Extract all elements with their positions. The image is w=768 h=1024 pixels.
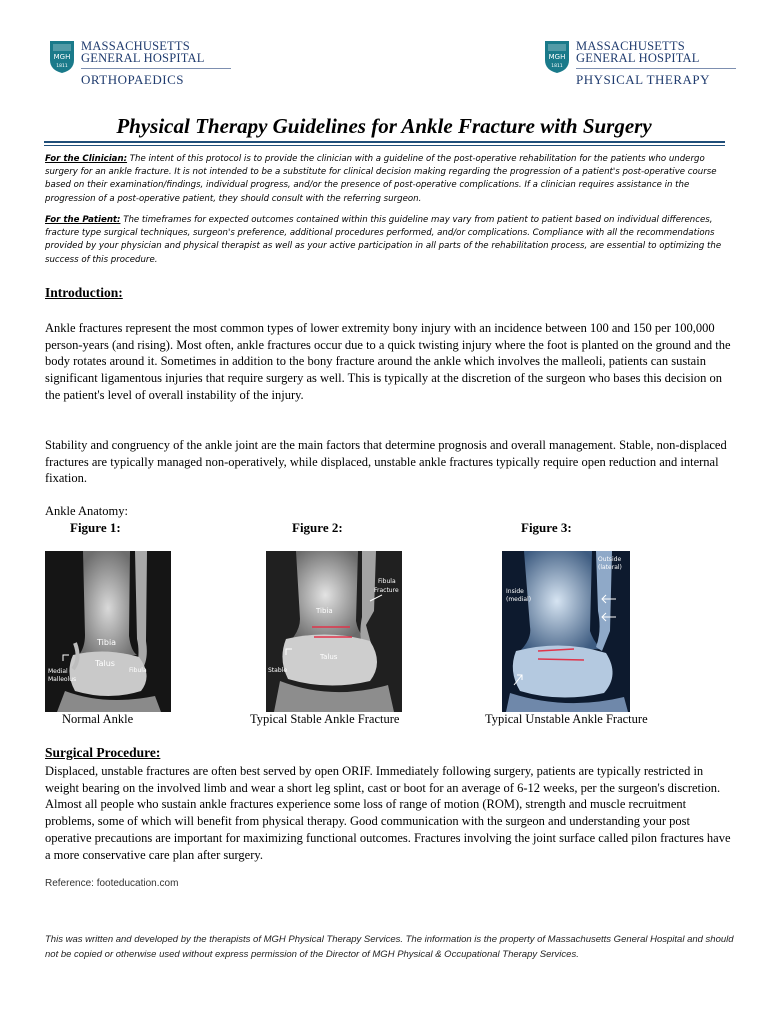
xray-normal-ankle-image [45, 551, 171, 712]
xray-tag-malleolus: Malleolus [48, 676, 77, 683]
xray-unstable-fracture-image [502, 551, 630, 712]
hospital-name-line1: MASSACHUSETTS [81, 39, 190, 53]
department-name: ORTHOPAEDICS [81, 72, 184, 87]
xray-tag-tibia: Tibia [97, 638, 117, 647]
shield-year: 1811 [551, 64, 563, 69]
mgh-shield-icon [544, 40, 570, 74]
title-rule [44, 141, 725, 143]
xray-tag-fibula: Fibula [129, 667, 147, 674]
xray-tag-stable: Stable [268, 667, 288, 674]
shield-text: MGH [548, 53, 566, 61]
patient-note [45, 214, 725, 267]
shield-year: 1811 [56, 64, 68, 69]
xray-tag-medial: (medial) [506, 596, 532, 603]
surgical-procedure-paragraph: Displaced, unstable fractures are often best served by open ORIF. Immediately following surgery, patients are typically restricted in weight bearing on the involved limb and wear a short leg splint, cast or boot for an average of 6-12 weeks, per the surgeon's discretion. Almost all people who sustain ankle fractures experience some loss of range of motion (ROM), strength and muscle recruitment problems, some of which will benefit from physical therapy. Good communication with the surgeon and understanding your post operative precautions are important for maximizing functional outcomes. Fractures involving the joint surface called pilon fractures have a more conservative care plan after surgery. [45, 764, 731, 862]
copyright-footer: This was written and developed by the therapists of MGH Physical Therapy Services. The information is the property of Massachusetts General Hospital and should not be copied or otherwise used without express permission of the Director of MGH Physical & Occupational Therapy Services. [45, 934, 734, 960]
figure-1-label: Figure 1: [70, 520, 121, 535]
hospital-name-line2: GENERAL HOSPITAL [81, 51, 205, 65]
figure-2-caption: Typical Stable Ankle Fracture [250, 712, 400, 726]
introduction-heading: Introduction: [45, 285, 123, 300]
xray-tag-fibula: Fibula [378, 578, 396, 585]
mgh-orthopaedics-logo [49, 40, 231, 88]
xray-tag-fracture: Fracture [374, 587, 399, 594]
patient-text: The timeframes for expected outcomes contained within this guideline may vary from patient to patient based on individual differences, fracture type surgical techniques, surgeon's preference, additional procedures performed, and/or complications. Compliance with all the recommendations provided by your physician and physical therapist as well as your active participation in all parts of the rehabilitation process, are essential to optimizing the success of this procedure. [45, 215, 722, 265]
shield-text: MGH [53, 53, 71, 61]
clinician-label: For the Clinician: [45, 154, 128, 164]
xray-tag-outside: Outside [598, 556, 622, 563]
xray-tag-talus: Talus [95, 659, 115, 668]
mgh-physical-therapy-logo [544, 40, 736, 88]
clinician-note [45, 153, 725, 206]
logo-divider [81, 68, 231, 69]
clinician-text: The intent of this protocol is to provide the clinician with a guideline of the post-operative rehabilitation for the patients who undergo surgery for an ankle fracture. It is not intended to be a substitute for clinical decision making regarding the progression of a patient's post-operative course based on their examination/findings, individual progress, and/or the presence of post-operative complications. If a clinician requires assistance in the progression of a post-operative patient, they should consult with the referring surgeon. [45, 154, 717, 204]
xray-tag-inside: Inside [506, 588, 524, 595]
xray-tag-talus: Talus [320, 653, 338, 661]
xray-tag-medial: Medial [48, 668, 68, 675]
document-title: Physical Therapy Guidelines for Ankle Fracture with Surgery [116, 114, 652, 138]
title-rule-thin [44, 145, 725, 146]
figure-3-caption: Typical Unstable Ankle Fracture [485, 712, 648, 726]
figure-1-caption: Normal Ankle [62, 712, 134, 726]
xray-tag-lateral: (lateral) [598, 564, 622, 571]
ankle-anatomy-label: Ankle Anatomy: [45, 504, 128, 518]
xray-tag-tibia: Tibia [316, 607, 333, 615]
mgh-shield-icon [49, 40, 75, 74]
hospital-name-line1: MASSACHUSETTS [576, 39, 685, 53]
figure-3-label: Figure 3: [521, 520, 572, 535]
introduction-paragraph-2: Stability and congruency of the ankle joint are the main factors that determine prognosis and overall management. Stable, non-displaced fractures are typically managed non-operatively, while displaced, unstable ankle fractures typically require open reduction and internal fixation. [45, 438, 727, 486]
patient-label: For the Patient: [45, 215, 121, 225]
surgical-procedure-heading: Surgical Procedure: [45, 745, 161, 760]
introduction-paragraph-1: Ankle fractures represent the most common types of lower extremity bony injury with an incidence between 100 and 150 per 100,000 person-years (and rising). Most often, ankle fractures occur due to a quick twisting injury where the foot is planted on the ground and the body rotates around it. Sometimes in addition to the bony fracture around the ankle which involves the malleoli, patients can sustain significant ligamentous injuries that require surgery as well. This is typically at the discretion of the surgeon who bases this decision on the patient's level of overall instability of the injury. [45, 321, 731, 402]
logo-divider [576, 68, 736, 69]
figure-2-label: Figure 2: [292, 520, 343, 535]
reference-note: Reference: footeducation.com [45, 878, 179, 889]
department-name: PHYSICAL THERAPY [576, 72, 711, 87]
xray-stable-fracture-image [266, 551, 402, 712]
hospital-name-line2: GENERAL HOSPITAL [576, 51, 700, 65]
